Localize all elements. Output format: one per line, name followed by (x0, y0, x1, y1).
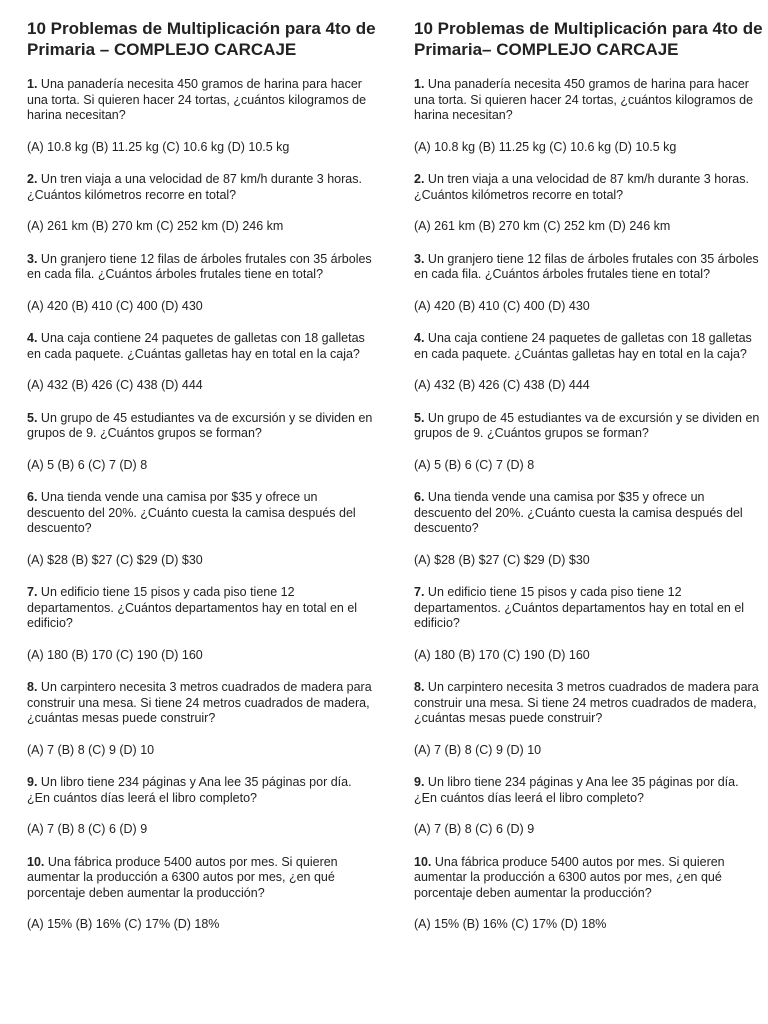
problem-question (27, 855, 377, 902)
problem-text: Un tren viaja a una velocidad de 87 km/h durante 3 horas. ¿Cuántos kilómetros recorre en total? (414, 172, 749, 202)
answer-options: (A) $28 (B) $27 (C) $29 (D) $30 (27, 552, 203, 567)
problem-item (27, 331, 377, 394)
problem-text: Una caja contiene 24 paquetes de galletas con 18 galletas en cada paquete. ¿Cuántas galletas hay en total en la caja? (27, 331, 365, 361)
problem-question (27, 411, 377, 442)
problem-question (27, 331, 377, 362)
problem-text: Una panadería necesita 450 gramos de harina para hacer una torta. Si quieren hacer 24 tortas, ¿cuántos kilogramos de harina necesitan? (27, 77, 367, 122)
problem-number: 10. (414, 854, 432, 869)
answer-options: (A) 432 (B) 426 (C) 438 (D) 444 (27, 378, 203, 392)
problem-item (27, 490, 377, 568)
problem-text: Un libro tiene 234 páginas y Ana lee 35 páginas por día. ¿En cuántos días leerá el libro completo? (27, 775, 352, 805)
answer-options: (A) 420 (B) 410 (C) 400 (D) 430 (27, 298, 203, 313)
problem-number: 4. (414, 331, 425, 345)
problem-text: Un grupo de 45 estudiantes va de excursión y se dividen en grupos de 9. ¿Cuántos grupos se forman? (414, 410, 760, 440)
problem-item (27, 680, 377, 758)
problem-text: Una caja contiene 24 paquetes de galletas con 18 galletas en cada paquete. ¿Cuántas galletas hay en total en la caja? (414, 331, 752, 361)
problem-question (414, 680, 764, 727)
problem-text: Un edificio tiene 15 pisos y cada piso tiene 12 departamentos. ¿Cuántos departamentos hay en total en el edificio? (27, 585, 358, 630)
problem-number: 9. (414, 775, 425, 789)
problem-text: Una panadería necesita 450 gramos de harina para hacer una torta. Si quieren hacer 24 tortas, ¿cuántos kilogramos de harina necesitan? (414, 77, 754, 122)
problem-item (27, 855, 377, 933)
problem-number: 5. (27, 410, 38, 425)
problem-text: Un carpintero necesita 3 metros cuadrados de madera para construir una mesa. Si tiene 24 metros cuadrados de madera, ¿cuántas mesas puede construir? (414, 680, 759, 725)
problem-question (414, 775, 764, 806)
problem-text: Un granjero tiene 12 filas de árboles frutales con 35 árboles en cada fila. ¿Cuántos árboles frutales tiene en total? (414, 251, 759, 281)
problem-number: 8. (27, 680, 38, 694)
problem-list (414, 77, 764, 933)
problem-number: 8. (414, 680, 425, 694)
problem-item (414, 172, 764, 235)
problem-number: 5. (414, 410, 425, 425)
problem-number: 10. (27, 854, 45, 869)
answer-options: (A) 261 km (B) 270 km (C) 252 km (D) 246 km (27, 219, 284, 233)
problem-question (27, 490, 377, 537)
problem-text: Un carpintero necesita 3 metros cuadrados de madera para construir una mesa. Si tiene 24 metros cuadrados de madera, ¿cuántas mesas puede construir? (27, 680, 372, 725)
problem-number: 3. (27, 251, 38, 266)
problem-item (27, 585, 377, 663)
problem-number: 2. (27, 172, 38, 186)
problem-number: 4. (27, 331, 38, 345)
answer-options: (A) $28 (B) $27 (C) $29 (D) $30 (414, 552, 590, 567)
problem-item (414, 331, 764, 394)
problem-number: 6. (27, 490, 38, 504)
problem-number: 1. (27, 77, 38, 91)
problem-question (414, 252, 764, 283)
answer-options: (A) 180 (B) 170 (C) 190 (D) 160 (27, 647, 203, 662)
answer-options: (A) 7 (B) 8 (C) 6 (D) 9 (27, 822, 148, 836)
problem-text: Un libro tiene 234 páginas y Ana lee 35 páginas por día. ¿En cuántos días leerá el libro completo? (414, 775, 739, 805)
problem-item (414, 411, 764, 474)
problem-item (27, 172, 377, 235)
answer-options: (A) 5 (B) 6 (C) 7 (D) 8 (27, 457, 148, 472)
problem-question (27, 775, 377, 806)
problem-item (414, 490, 764, 568)
problem-item (27, 77, 377, 155)
problem-item (27, 411, 377, 474)
problem-question (414, 855, 764, 902)
problem-question (27, 172, 377, 203)
problem-number: 2. (414, 172, 425, 186)
problem-item (27, 252, 377, 315)
answer-options: (A) 10.8 kg (B) 11.25 kg (C) 10.6 kg (D) 10.5 kg (414, 139, 677, 154)
problem-question (27, 252, 377, 283)
problem-text: Una tienda vende una camisa por $35 y ofrece un descuento del 20%. ¿Cuánto cuesta la camisa después del descuento? (414, 490, 743, 535)
page-title: 10 Problemas de Multiplicación para 4to de Primaria – COMPLEJO CARCAJE (27, 19, 376, 59)
problem-question (27, 585, 377, 632)
problem-question (414, 77, 764, 124)
answer-options: (A) 7 (B) 8 (C) 9 (D) 10 (27, 742, 155, 757)
answer-options: (A) 5 (B) 6 (C) 7 (D) 8 (414, 457, 535, 472)
answer-options: (A) 7 (B) 8 (C) 9 (D) 10 (414, 742, 542, 757)
answer-options: (A) 420 (B) 410 (C) 400 (D) 430 (414, 298, 590, 313)
problem-number: 7. (414, 585, 425, 599)
problem-text: Una tienda vende una camisa por $35 y ofrece un descuento del 20%. ¿Cuánto cuesta la camisa después del descuento? (27, 490, 356, 535)
problem-question (414, 585, 764, 632)
problem-number: 6. (414, 490, 425, 504)
problem-text: Un edificio tiene 15 pisos y cada piso tiene 12 departamentos. ¿Cuántos departamentos hay en total en el edificio? (414, 585, 745, 630)
problem-number: 1. (414, 77, 425, 91)
problem-text: Un tren viaja a una velocidad de 87 km/h durante 3 horas. ¿Cuántos kilómetros recorre en total? (27, 172, 362, 202)
problem-text: Una fábrica produce 5400 autos por mes. Si quieren aumentar la producción a 6300 autos por mes, ¿en qué porcentaje deben aumentar la producción? (414, 854, 725, 900)
problem-item (27, 775, 377, 838)
problem-question (27, 680, 377, 727)
problem-item (414, 855, 764, 933)
problem-question (414, 490, 764, 537)
problem-question (414, 411, 764, 442)
problem-number: 9. (27, 775, 38, 789)
problem-question (414, 331, 764, 362)
answer-options: (A) 7 (B) 8 (C) 6 (D) 9 (414, 822, 535, 836)
page-title: 10 Problemas de Multiplicación para 4to de Primaria– COMPLEJO CARCAJE (414, 19, 763, 59)
problem-item (414, 252, 764, 315)
problem-list (27, 77, 377, 933)
answer-options: (A) 10.8 kg (B) 11.25 kg (C) 10.6 kg (D) 10.5 kg (27, 139, 290, 154)
answer-options: (A) 15% (B) 16% (C) 17% (D) 18% (27, 917, 220, 931)
problem-text: Un grupo de 45 estudiantes va de excursión y se dividen en grupos de 9. ¿Cuántos grupos se forman? (27, 410, 373, 440)
answer-options: (A) 15% (B) 16% (C) 17% (D) 18% (414, 917, 607, 931)
problem-question (414, 172, 764, 203)
answer-options: (A) 432 (B) 426 (C) 438 (D) 444 (414, 378, 590, 392)
problem-text: Una fábrica produce 5400 autos por mes. Si quieren aumentar la producción a 6300 autos por mes, ¿en qué porcentaje deben aumentar la producción? (27, 854, 338, 900)
problem-question (27, 77, 377, 124)
answer-options: (A) 261 km (B) 270 km (C) 252 km (D) 246 km (414, 219, 671, 233)
problem-item (414, 585, 764, 663)
problem-item (414, 680, 764, 758)
worksheet-column-right (414, 18, 764, 950)
problem-item (414, 77, 764, 155)
problem-number: 7. (27, 585, 38, 599)
problem-text: Un granjero tiene 12 filas de árboles frutales con 35 árboles en cada fila. ¿Cuántos árboles frutales tiene en total? (27, 251, 372, 281)
answer-options: (A) 180 (B) 170 (C) 190 (D) 160 (414, 647, 590, 662)
problem-item (414, 775, 764, 838)
worksheet-column-left (27, 18, 377, 950)
problem-number: 3. (414, 251, 425, 266)
